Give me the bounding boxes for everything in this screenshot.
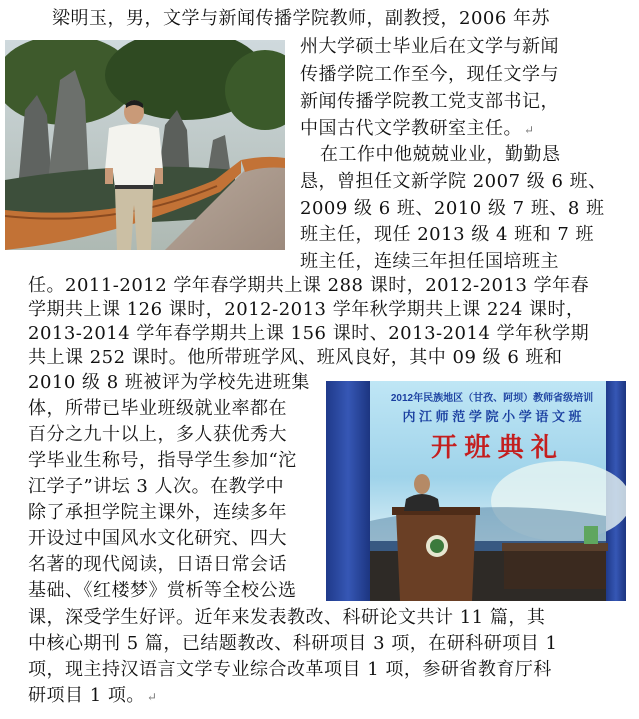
para2-line-18: 基础、《红楼梦》赏析等全校公选 xyxy=(28,580,297,601)
para2-line-17: 名著的现代阅读，日语日常会话 xyxy=(28,554,287,575)
para2-line-10: 2010 级 8 班被评为学校先进班集 xyxy=(28,372,310,393)
para2-line-3: 2009 级 6 班、2010 级 7 班、8 班 xyxy=(300,198,605,219)
para2-line-8: 2013-2014 学年春学期共上课 156 课时、2013-2014 学年秋学期 xyxy=(28,323,590,344)
portrait-photo xyxy=(5,40,285,250)
para2-line-16: 开设过中国风水文化研究、四大 xyxy=(28,528,287,549)
para1-line-2: 州大学硕士毕业后在文学与新闻 xyxy=(300,36,559,57)
banner-line-3: 开 班 典 礼 xyxy=(431,432,557,462)
para2-line-22: 研项目 1 项。 ↵ xyxy=(28,685,158,706)
banner-line-2: 内 江 师 范 学 院 小 学 语 文 班 xyxy=(402,409,582,424)
paragraph-mark-end: ↵ xyxy=(146,690,158,704)
para2-line-1: 在工作中他兢兢业业，勤勤恳 xyxy=(320,144,561,165)
para2-line-14: 江学子”讲坛 3 人次。在教学中 xyxy=(28,476,285,497)
para1-line-5: 中国古代文学教研室主任。 ↵ xyxy=(300,118,535,139)
para2-line-6: 任。2011-2012 学年春学期共上课 288 课时，2012-2013 学年春 xyxy=(28,275,590,296)
para1-line-4: 新闻传播学院教工党支部书记， xyxy=(300,91,559,112)
para2-line-4: 班主任，现任 2013 级 4 班和 7 班 xyxy=(300,224,595,245)
ceremony-photo xyxy=(326,381,626,601)
para2-line-7: 学期共上课 126 课时，2012-2013 学年秋学期共上课 224 课时， xyxy=(28,299,585,320)
para2-line-19: 课，深受学生好评。近年来发表教改、科研论文共计 11 篇，其 xyxy=(28,607,546,628)
para1-line-3: 传播学院工作至今，现任文学与 xyxy=(300,64,559,85)
para2-line-12: 百分之九十以上，多人获优秀大 xyxy=(28,424,287,445)
para2-line-15: 除了承担学院主课外，连续多年 xyxy=(28,502,287,523)
para2-line-21: 项，现主持汉语言文学专业综合改革项目 1 项，参研省教育厅科 xyxy=(28,659,552,680)
para2-line-2: 恳，曾担任文新学院 2007 级 6 班、 xyxy=(300,171,607,192)
para2-line-20: 中核心期刊 5 篇，已结题教改、科研项目 3 项，在研科研项目 1 xyxy=(28,633,558,654)
para1-line-1: 梁明玉，男，文学与新闻传播学院教师，副教授，2006 年苏 xyxy=(52,8,551,29)
para2-line-9: 共上课 252 课时。他所带班学风、班风良好，其中 09 级 6 班和 xyxy=(28,347,563,368)
para2-line-11: 体，所带已毕业班级就业率都在 xyxy=(28,398,287,419)
para2-line-13: 学毕业生称号，指导学生参加“沱 xyxy=(28,450,297,471)
paragraph-mark: ↵ xyxy=(524,123,535,137)
para2-line-5: 班主任，连续三年担任国培班主 xyxy=(300,251,559,272)
banner-line-1: 2012年民族地区（甘孜、阿坝）教师省级培训 xyxy=(390,393,594,404)
